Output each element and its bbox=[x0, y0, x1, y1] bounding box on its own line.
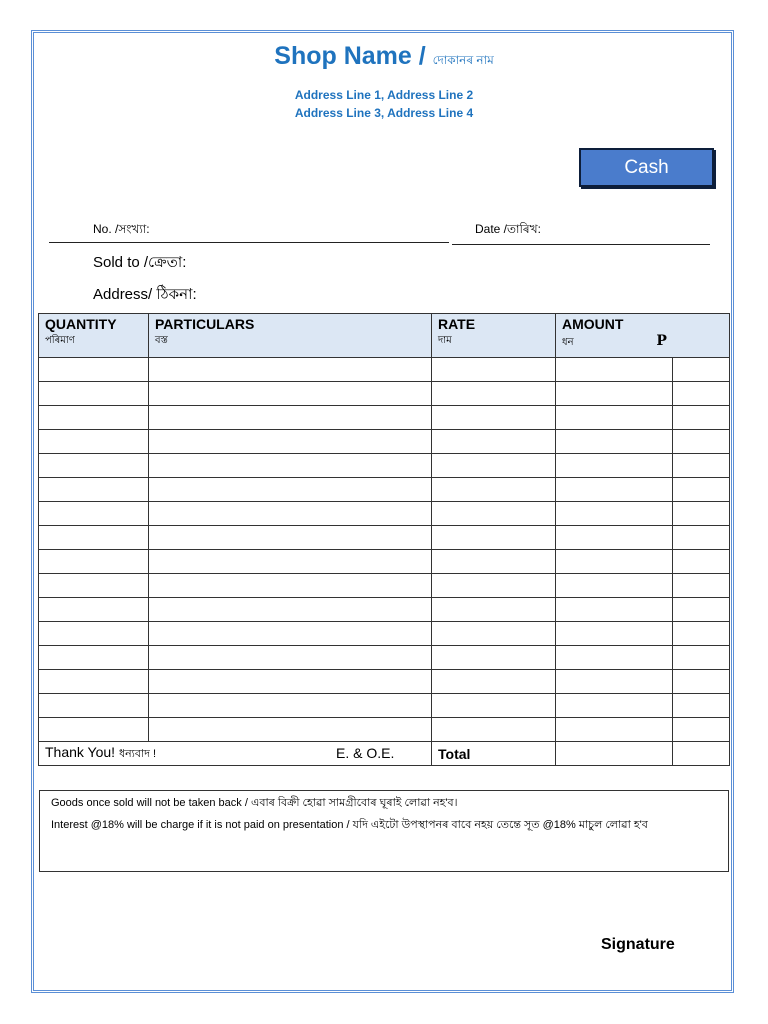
particulars-cell[interactable] bbox=[149, 502, 432, 526]
paise-cell[interactable] bbox=[673, 598, 730, 622]
particulars-cell[interactable] bbox=[149, 574, 432, 598]
particulars-cell[interactable] bbox=[149, 718, 432, 742]
rate-cell[interactable] bbox=[432, 406, 556, 430]
thanks-cell bbox=[39, 742, 432, 766]
rate-cell[interactable] bbox=[432, 454, 556, 478]
quantity-cell[interactable] bbox=[39, 430, 149, 454]
rate-cell[interactable] bbox=[432, 598, 556, 622]
quantity-cell[interactable] bbox=[39, 526, 149, 550]
total-paise-cell[interactable] bbox=[673, 742, 730, 766]
table-row bbox=[39, 694, 730, 718]
rate-cell[interactable] bbox=[432, 622, 556, 646]
address-label: Address/ ঠিকনা: bbox=[93, 286, 197, 303]
rate-cell[interactable] bbox=[432, 502, 556, 526]
terms-box bbox=[39, 790, 729, 872]
paise-cell[interactable] bbox=[673, 454, 730, 478]
amount-cell[interactable] bbox=[556, 406, 673, 430]
item-rows bbox=[39, 358, 730, 742]
amount-header-native: ধন bbox=[562, 337, 574, 348]
particulars-cell[interactable] bbox=[149, 358, 432, 382]
cash-badge: Cash bbox=[579, 148, 714, 187]
total-row bbox=[39, 742, 730, 766]
quantity-cell[interactable] bbox=[39, 646, 149, 670]
table-row bbox=[39, 622, 730, 646]
table-row bbox=[39, 430, 730, 454]
amount-cell[interactable] bbox=[556, 430, 673, 454]
amount-cell[interactable] bbox=[556, 622, 673, 646]
total-amount-cell[interactable] bbox=[556, 742, 673, 766]
amount-cell[interactable] bbox=[556, 646, 673, 670]
number-line bbox=[49, 242, 449, 243]
amount-cell[interactable] bbox=[556, 502, 673, 526]
particulars-cell[interactable] bbox=[149, 454, 432, 478]
paise-cell[interactable] bbox=[673, 718, 730, 742]
particulars-cell[interactable] bbox=[149, 694, 432, 718]
table-row bbox=[39, 574, 730, 598]
paise-cell[interactable] bbox=[673, 574, 730, 598]
quantity-cell[interactable] bbox=[39, 454, 149, 478]
amount-cell[interactable] bbox=[556, 526, 673, 550]
shop-name bbox=[0, 42, 768, 72]
particulars-cell[interactable] bbox=[149, 670, 432, 694]
address-line-2: Address Line 3, Address Line 4 bbox=[294, 106, 474, 120]
signature-label: Signature bbox=[601, 936, 675, 953]
amount-cell[interactable] bbox=[556, 382, 673, 406]
particulars-cell[interactable] bbox=[149, 526, 432, 550]
particulars-header-label: PARTICULARS bbox=[155, 316, 255, 332]
rate-cell[interactable] bbox=[432, 430, 556, 454]
paise-cell[interactable] bbox=[673, 526, 730, 550]
rate-cell[interactable] bbox=[432, 718, 556, 742]
paise-cell[interactable] bbox=[673, 694, 730, 718]
rate-header-native: দাম bbox=[438, 335, 452, 346]
quantity-cell[interactable] bbox=[39, 598, 149, 622]
rate-cell[interactable] bbox=[432, 382, 556, 406]
amount-cell[interactable] bbox=[556, 454, 673, 478]
paise-cell[interactable] bbox=[673, 646, 730, 670]
rate-cell[interactable] bbox=[432, 478, 556, 502]
quantity-cell[interactable] bbox=[39, 718, 149, 742]
shop-name-english: Shop Name / bbox=[274, 42, 426, 70]
paise-cell[interactable] bbox=[673, 358, 730, 382]
quantity-cell[interactable] bbox=[39, 574, 149, 598]
amount-cell[interactable] bbox=[556, 550, 673, 574]
particulars-header-native: বস্ত bbox=[155, 335, 168, 346]
table-row bbox=[39, 526, 730, 550]
quantity-cell[interactable] bbox=[39, 502, 149, 526]
paise-cell[interactable] bbox=[673, 430, 730, 454]
rate-cell[interactable] bbox=[432, 358, 556, 382]
paise-cell[interactable] bbox=[673, 406, 730, 430]
quantity-cell[interactable] bbox=[39, 406, 149, 430]
thanks-text: Thank You! bbox=[45, 743, 116, 760]
amount-cell[interactable] bbox=[556, 574, 673, 598]
table-row bbox=[39, 646, 730, 670]
items-table bbox=[38, 313, 730, 766]
table-row bbox=[39, 358, 730, 382]
interest-note: Interest @18% will be charge if it is not paid on presentation / যদি এইটো উপস্থাপনৰ বাবে নহয় তেন্তে সূত @18% মাচুল লোৱা হ'ব bbox=[51, 819, 648, 831]
amount-cell[interactable] bbox=[556, 598, 673, 622]
paise-cell[interactable] bbox=[673, 502, 730, 526]
rate-header bbox=[432, 314, 556, 358]
eoe-text: E. & O.E. bbox=[336, 745, 395, 761]
particulars-cell[interactable] bbox=[149, 598, 432, 622]
quantity-cell[interactable] bbox=[39, 622, 149, 646]
rate-header-label: RATE bbox=[438, 316, 476, 332]
amount-cell[interactable] bbox=[556, 358, 673, 382]
table-header-row bbox=[39, 314, 730, 358]
amount-cell[interactable] bbox=[556, 670, 673, 694]
quantity-header bbox=[39, 314, 149, 358]
particulars-cell[interactable] bbox=[149, 430, 432, 454]
quantity-cell[interactable] bbox=[39, 550, 149, 574]
particulars-cell[interactable] bbox=[149, 622, 432, 646]
table-row bbox=[39, 478, 730, 502]
sold-to-label: Sold to /ক্ৰেতা: bbox=[93, 254, 187, 271]
quantity-header-label: QUANTITY bbox=[45, 316, 117, 332]
amount-header-label: AMOUNT bbox=[562, 316, 624, 332]
quantity-cell[interactable] bbox=[39, 478, 149, 502]
shop-name-native: দোকানৰ নাম bbox=[432, 53, 494, 67]
amount-cell[interactable] bbox=[556, 694, 673, 718]
table-row bbox=[39, 406, 730, 430]
table-row bbox=[39, 454, 730, 478]
amount-header bbox=[556, 314, 730, 358]
number-label: No. /সংখ্যা: bbox=[93, 222, 150, 236]
table-row bbox=[39, 382, 730, 406]
date-label: Date /তাৰিখ: bbox=[475, 222, 541, 236]
date-line bbox=[452, 244, 710, 245]
table-row bbox=[39, 598, 730, 622]
quantity-cell[interactable] bbox=[39, 694, 149, 718]
rate-cell[interactable] bbox=[432, 526, 556, 550]
particulars-cell[interactable] bbox=[149, 646, 432, 670]
table-row bbox=[39, 718, 730, 742]
rate-cell[interactable] bbox=[432, 694, 556, 718]
paise-cell[interactable] bbox=[673, 382, 730, 406]
paise-cell[interactable] bbox=[673, 550, 730, 574]
paise-cell[interactable] bbox=[673, 670, 730, 694]
quantity-cell[interactable] bbox=[39, 670, 149, 694]
paise-label: P bbox=[656, 333, 667, 349]
particulars-cell[interactable] bbox=[149, 478, 432, 502]
rate-cell[interactable] bbox=[432, 574, 556, 598]
table-row bbox=[39, 502, 730, 526]
total-label: Total bbox=[432, 742, 556, 766]
quantity-header-native: পৰিমাণ bbox=[45, 335, 75, 346]
rate-cell[interactable] bbox=[432, 550, 556, 574]
table-row bbox=[39, 550, 730, 574]
thanks-native: ধন্যবাদ ! bbox=[118, 747, 157, 760]
return-policy-note: Goods once sold will not be taken back / এবাৰ বিক্ৰী হোৱা সামগ্ৰীবোৰ ঘূৰাই লোৱা নহ'ব। bbox=[51, 797, 458, 809]
particulars-cell[interactable] bbox=[149, 382, 432, 406]
paise-cell[interactable] bbox=[673, 478, 730, 502]
particulars-header bbox=[149, 314, 432, 358]
particulars-cell[interactable] bbox=[149, 550, 432, 574]
rate-cell[interactable] bbox=[432, 670, 556, 694]
address-line-1: Address Line 1, Address Line 2 bbox=[294, 88, 474, 102]
amount-cell[interactable] bbox=[556, 478, 673, 502]
table-row bbox=[39, 670, 730, 694]
quantity-cell[interactable] bbox=[39, 382, 149, 406]
amount-cell[interactable] bbox=[556, 718, 673, 742]
quantity-cell[interactable] bbox=[39, 358, 149, 382]
particulars-cell[interactable] bbox=[149, 406, 432, 430]
rate-cell[interactable] bbox=[432, 646, 556, 670]
paise-cell[interactable] bbox=[673, 622, 730, 646]
